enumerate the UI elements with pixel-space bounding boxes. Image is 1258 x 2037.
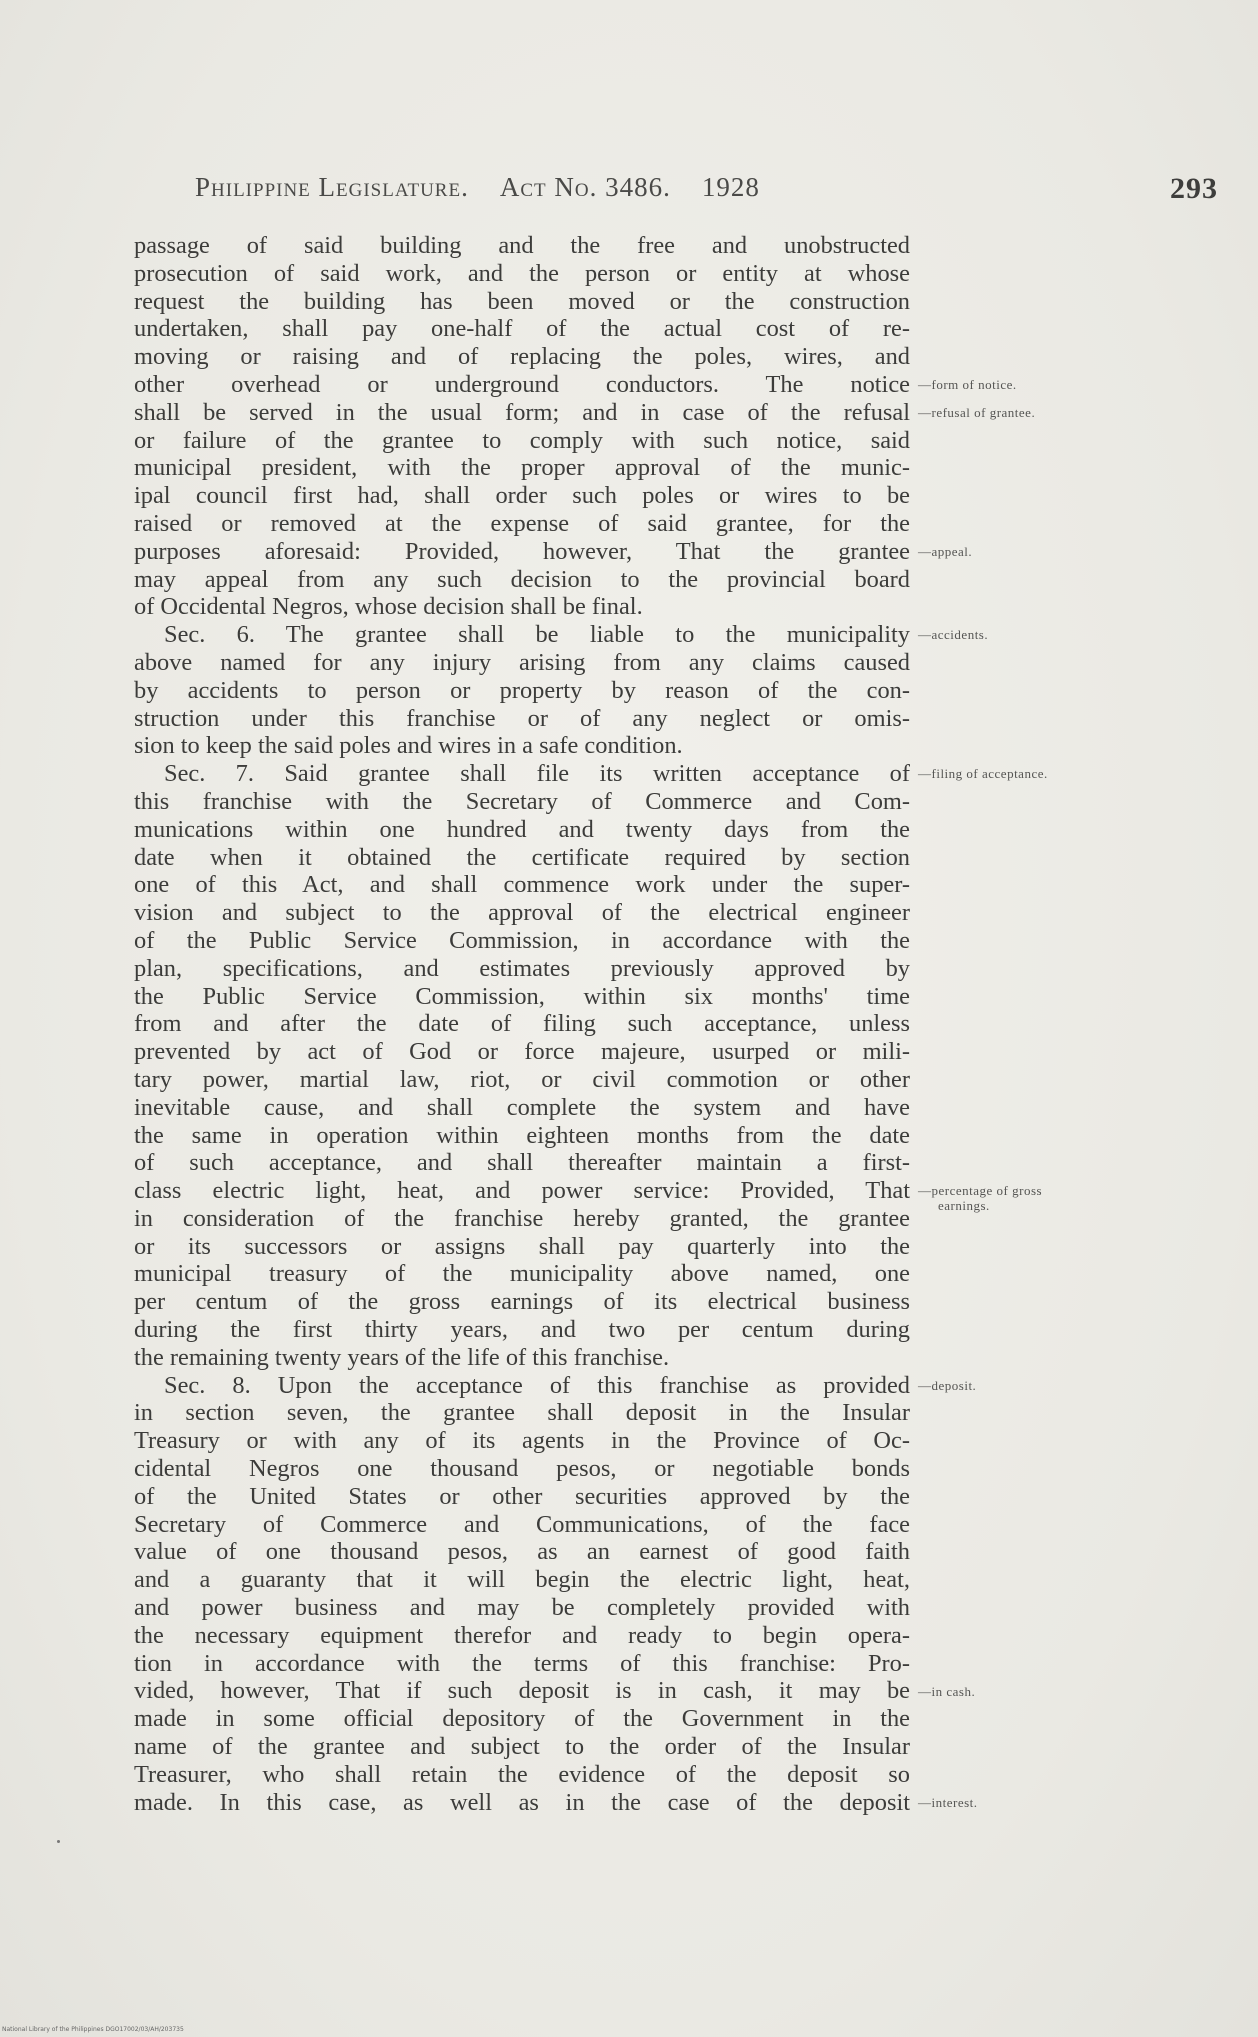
text-line: tary power, martial law, riot, or civil commotion or other (134, 1065, 910, 1093)
text-line: Sec. 8. Upon the acceptance of this franchise as provided (164, 1371, 910, 1399)
text-line: passage of said building and the free and unobstructed (134, 232, 910, 259)
margin-note: —in cash. (918, 1683, 976, 1699)
text-line: struction under this franchise or of any neglect or omis- (134, 704, 910, 732)
text-line: municipal treasury of the municipality above named, one (134, 1260, 910, 1288)
margin-note: —refusal of grantee. (918, 404, 1036, 420)
text-line: cidental Negros one thousand pesos, or negotiable bonds (134, 1455, 910, 1483)
text-line: from and after the date of filing such acceptance, unless (134, 1010, 910, 1038)
text-line: of the Public Service Commission, in accordance with the (134, 926, 910, 954)
margin-note: —percentage of gross (918, 1183, 1043, 1199)
text-line: above named for any injury arising from any claims caused (134, 648, 910, 676)
text-line: made. In this case, as well as in the case of the deposit (134, 1788, 910, 1816)
margin-note: —interest. (918, 1794, 978, 1810)
text-line: inevitable cause, and shall complete the system and have (134, 1093, 910, 1121)
act-number: Act No. 3486. (499, 172, 671, 202)
text-line: purposes aforesaid: Provided, however, That the grantee (134, 537, 910, 565)
text-line: the same in operation within eighteen months from the date (134, 1121, 910, 1149)
margin-note: —filing of acceptance. (918, 766, 1048, 782)
text-line: of the United States or other securities approved by the (134, 1482, 910, 1510)
text-line: during the first thirty years, and two per centum during (134, 1316, 910, 1344)
text-line: vision and subject to the approval of the electrical engineer (134, 899, 910, 927)
text-line: Sec. 6. The grantee shall be liable to the municipality (164, 621, 910, 649)
text-line: other overhead or underground conductors. The notice (134, 370, 910, 398)
text-line: and power business and may be completely provided with (134, 1594, 910, 1622)
legislature-title: Philippine Legislature. (195, 172, 469, 202)
text-line: request the building has been moved or the construction (134, 287, 910, 315)
text-line: undertaken, shall pay one-half of the actual cost of re- (134, 315, 910, 343)
text-line: and a guaranty that it will begin the electric light, heat, (134, 1566, 910, 1594)
margin-note: —form of notice. (918, 377, 1017, 392)
text-line: or its successors or assigns shall pay quarterly into the (134, 1232, 910, 1260)
text-line: this franchise with the Secretary of Commerce and Com- (134, 787, 910, 815)
text-line: municipal president, with the proper approval of the munic- (134, 454, 910, 482)
text-line: moving or raising and of replacing the poles, wires, and (134, 343, 910, 371)
text-line: of Occidental Negros, whose decision shall be final. (134, 593, 643, 621)
text-line: vided, however, That if such deposit is in cash, it may be (134, 1677, 910, 1705)
text-line: plan, specifications, and estimates previously approved by (134, 954, 910, 982)
text-line: the Public Service Commission, within six months' time (134, 982, 910, 1010)
text-line: made in some official depository of the Government in the (134, 1705, 910, 1733)
running-title (195, 172, 760, 203)
margin-note: —appeal. (918, 543, 973, 559)
text-line: ipal council first had, shall order such poles or wires to be (134, 482, 910, 510)
header-year: 1928 (701, 172, 760, 202)
text-line: Sec. 7. Said grantee shall file its written acceptance of (164, 760, 910, 788)
text-line: munications within one hundred and twenty days from the (134, 815, 910, 843)
body-text (134, 232, 910, 1816)
margin-note: —accidents. (918, 627, 989, 643)
text-line: one of this Act, and shall commence work under the super- (134, 871, 910, 899)
text-line: tion in accordance with the terms of this franchise: Pro- (134, 1649, 910, 1677)
text-line: Treasury or with any of its agents in the Province of Oc- (134, 1427, 910, 1455)
text-line: the necessary equipment therefor and ready to begin opera- (134, 1621, 910, 1649)
text-line: Secretary of Commerce and Communications, of the face (134, 1510, 910, 1538)
text-line: prosecution of said work, and the person or entity at whose (134, 259, 910, 287)
text-line: name of the grantee and subject to the order of the Insular (134, 1733, 910, 1761)
text-line: per centum of the gross earnings of its electrical business (134, 1288, 910, 1316)
text-line: in section seven, the grantee shall deposit in the Insular (134, 1399, 910, 1427)
text-line: may appeal from any such decision to the provincial board (134, 565, 910, 593)
text-line: or failure of the grantee to comply with such notice, said (134, 426, 910, 454)
running-header (195, 172, 1218, 212)
margin-note: earnings. (938, 1198, 990, 1214)
text-line: sion to keep the said poles and wires in a safe condition. (134, 732, 683, 760)
margin-note: —deposit. (918, 1377, 977, 1393)
text-line: raised or removed at the expense of said grantee, for the (134, 509, 910, 537)
text-line: by accidents to person or property by reason of the con- (134, 676, 910, 704)
scan-credit: National Library of the Philippines DGO17002/03/AH/203735 (2, 2026, 184, 2033)
text-line: value of one thousand pesos, as an earnest of good faith (134, 1538, 910, 1566)
text-line: shall be served in the usual form; and in case of the refusal (134, 398, 910, 426)
text-line: date when it obtained the certificate required by section (134, 843, 910, 871)
text-line: class electric light, heat, and power service: Provided, That (134, 1177, 910, 1205)
page-number: 293 (1170, 172, 1218, 205)
text-line: Treasurer, who shall retain the evidence of the deposit so (134, 1760, 910, 1788)
text-line: of such acceptance, and shall thereafter maintain a first- (134, 1149, 910, 1177)
text-line: prevented by act of God or force majeure, usurped or mili- (134, 1038, 910, 1066)
text-line: the remaining twenty years of the life of this franchise. (134, 1343, 670, 1371)
text-line: in consideration of the franchise hereby granted, the grantee (134, 1204, 910, 1232)
speck-mark (57, 1840, 60, 1843)
